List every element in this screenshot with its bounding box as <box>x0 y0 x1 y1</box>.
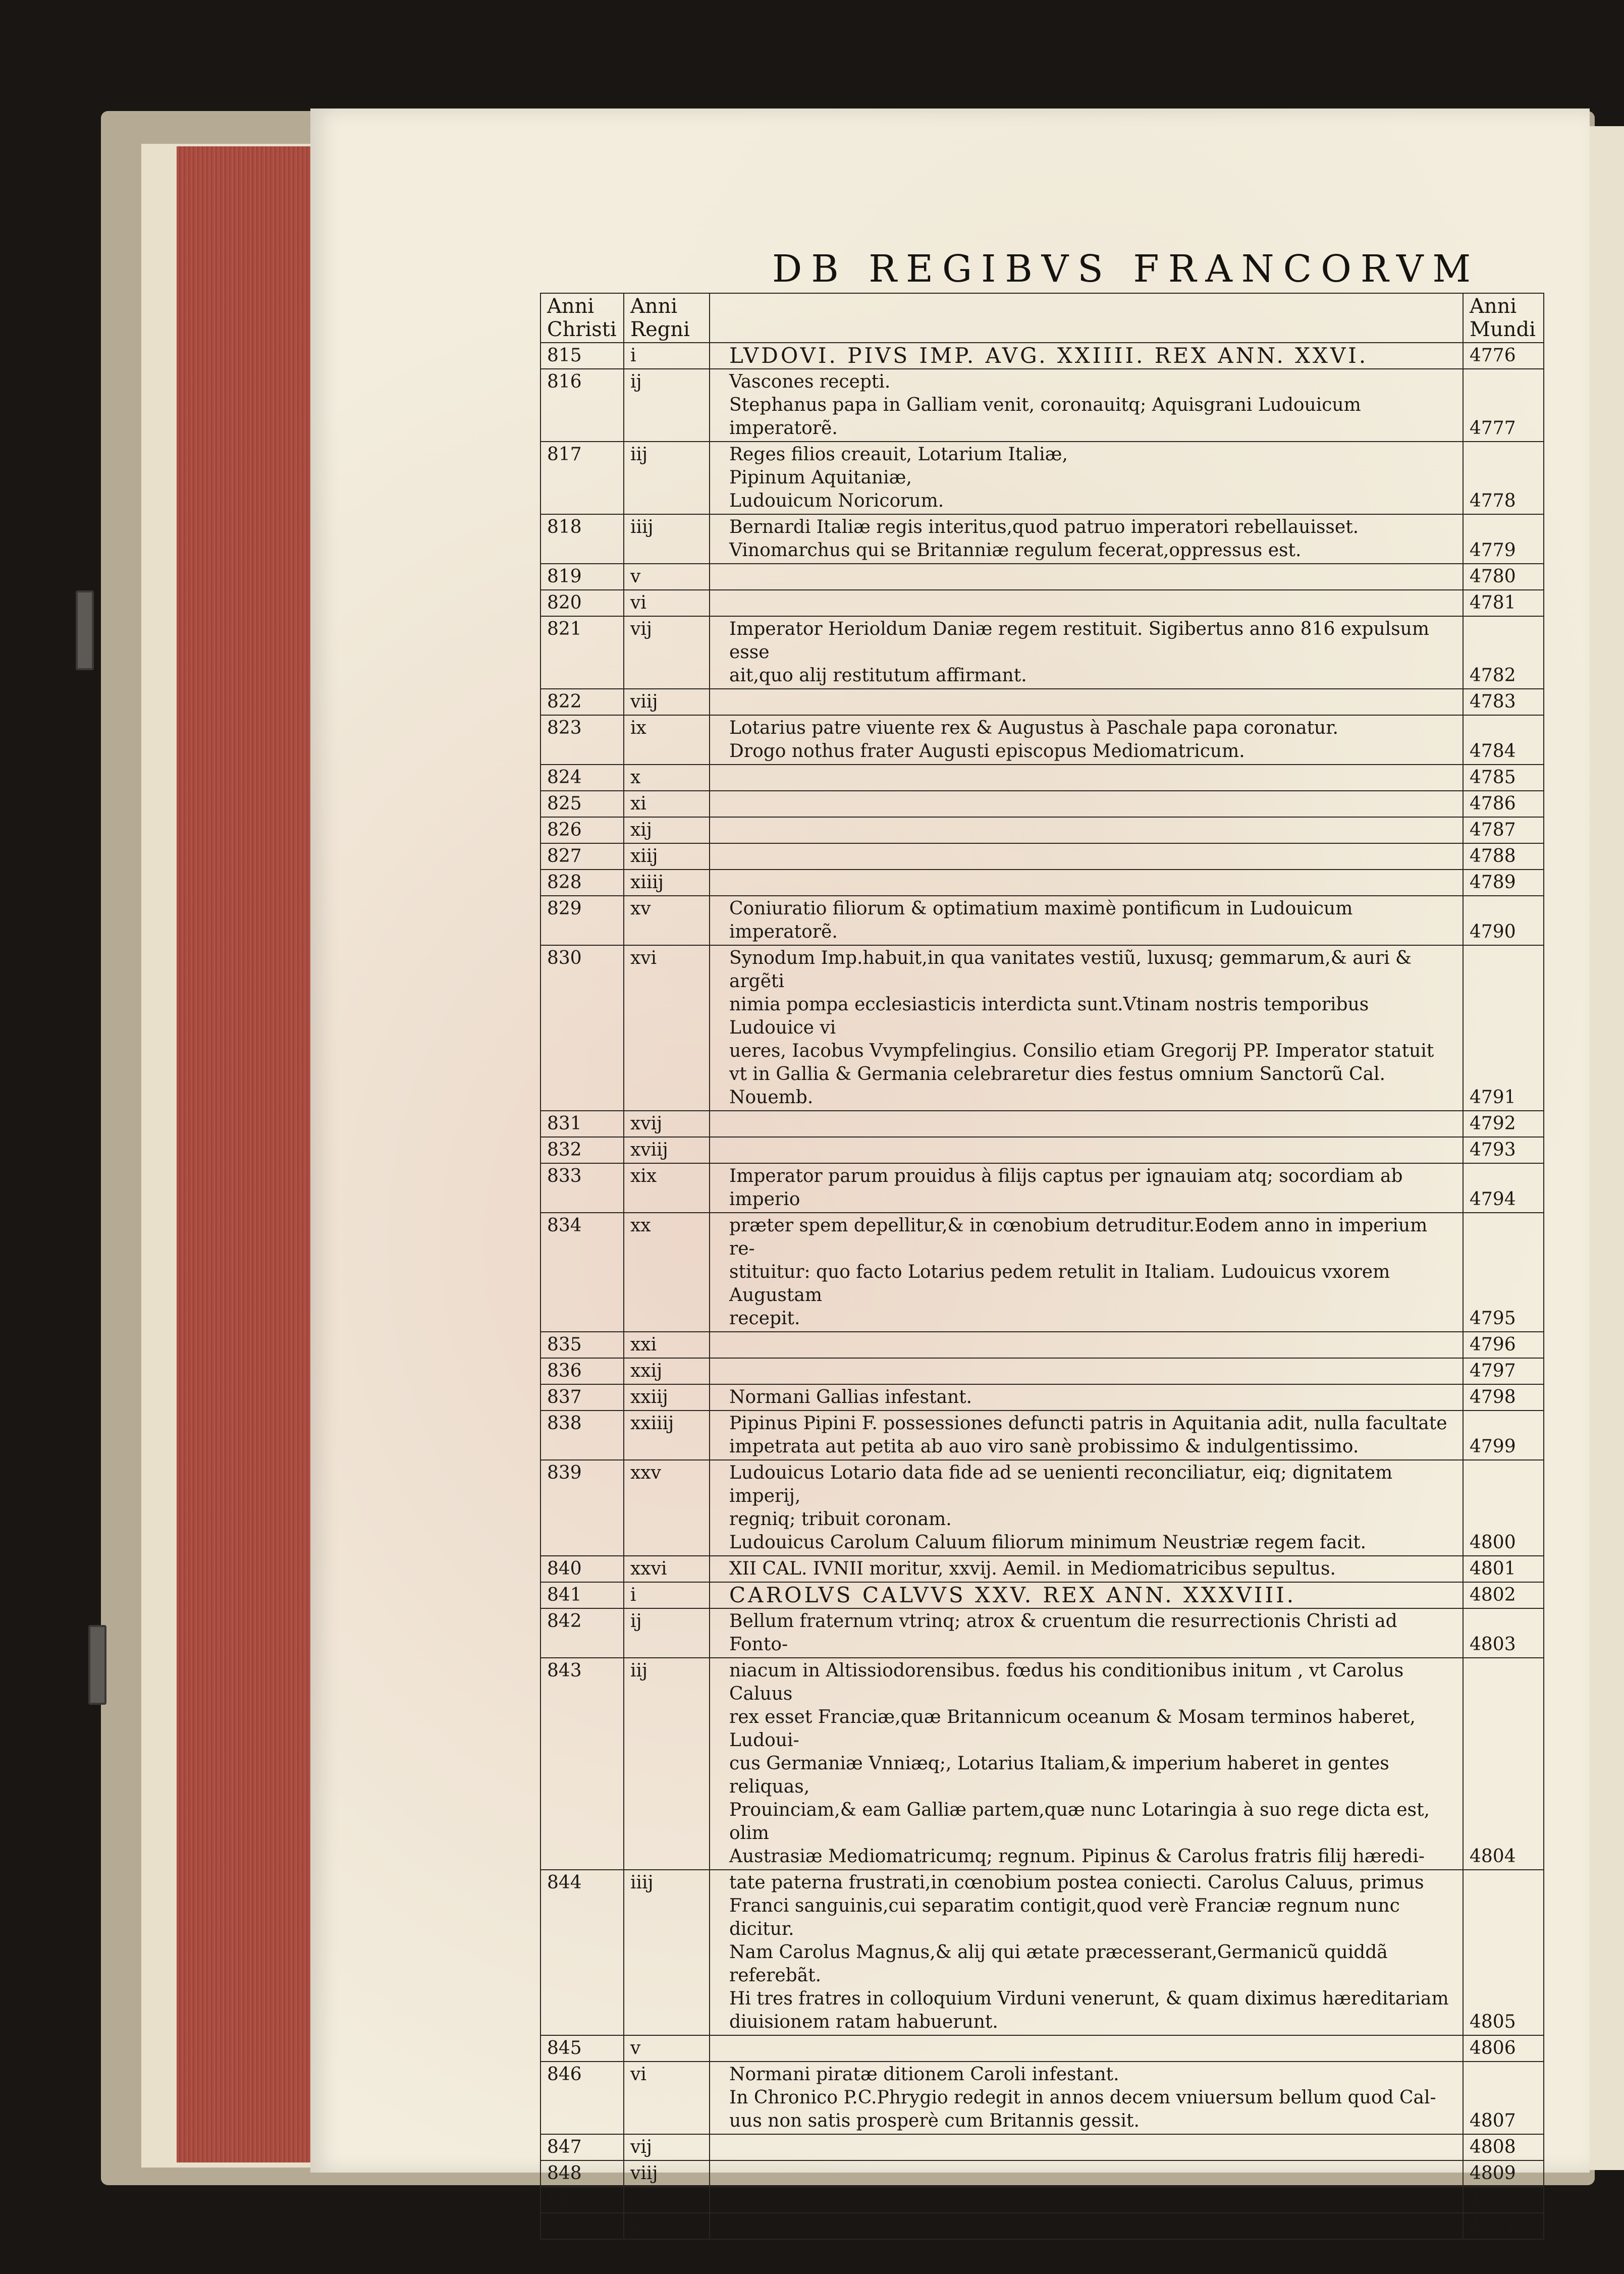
anno-christi-cell: 831 <box>540 1111 624 1137</box>
anno-regni-cell: viij <box>624 689 710 715</box>
table-row <box>540 2187 1544 2213</box>
table-row <box>540 343 1544 369</box>
anno-mundi-cell: 4777 <box>1463 369 1544 442</box>
event-text-line: In Chronico P.C.Phrygio redegit in annos decem vniuersum bellum quod Cal- <box>729 2087 1436 2108</box>
anno-christi-cell: 842 <box>540 1608 624 1658</box>
anno-mundi-cell: 4794 <box>1463 1163 1544 1213</box>
event-text-line: Coniuratio filiorum & optimatium maximè pontificum in Ludouicum imperatorẽ. <box>729 898 1353 942</box>
event-text-line: præter spem depellitur,& in cœnobium detruditur.Eodem anno in imperium re- <box>729 1215 1428 1259</box>
anno-regni-cell: vij <box>624 2134 710 2160</box>
anno-mundi-cell: 4787 <box>1463 817 1544 843</box>
anno-regni-cell: xv <box>624 896 710 945</box>
table-row <box>540 564 1544 590</box>
anno-christi-cell: 825 <box>540 791 624 817</box>
table-row <box>540 1213 1544 1332</box>
anno-christi-cell: 833 <box>540 1163 624 1213</box>
table-row <box>540 1556 1544 1582</box>
event-text-line: XII CAL. IVNII moritur, xxvij. Aemil. in Mediomatricibus sepultus. <box>729 1558 1336 1579</box>
table-row <box>540 442 1544 514</box>
anno-regni-cell: vi <box>624 590 710 616</box>
anno-christi-cell: 817 <box>540 442 624 514</box>
anno-regni-cell: xxvi <box>624 1556 710 1582</box>
anno-mundi-cell: 4803 <box>1463 1608 1544 1658</box>
event-text-line: Hi tres fratres in colloquium Virduni venerunt, & quam diximus hæreditariam <box>729 1988 1449 2009</box>
anno-mundi-cell: 4778 <box>1463 442 1544 514</box>
anno-regni-cell: xxi <box>624 1332 710 1358</box>
anno-regni-cell: i <box>624 343 710 369</box>
anno-christi-cell: 839 <box>540 1460 624 1556</box>
clasp-top <box>76 590 94 670</box>
anno-regni-cell: i <box>624 1582 710 1608</box>
table-row <box>540 2035 1544 2062</box>
anno-mundi-cell: 4790 <box>1463 896 1544 945</box>
anno-regni-cell: xiiij <box>624 870 710 896</box>
event-text-line: ueres, Iacobus Vvympfelingius. Consilio etiam Gregorij PP. Imperator statuit <box>729 1041 1434 1061</box>
event-text-cell <box>710 564 1463 590</box>
table-row <box>540 616 1544 689</box>
anno-mundi-cell: 4786 <box>1463 791 1544 817</box>
event-text-line: stituitur: quo facto Lotarius pedem retulit in Italiam. Ludouicus vxorem Augustam <box>729 1262 1390 1306</box>
anno-mundi-cell: 4782 <box>1463 616 1544 689</box>
event-text-line: diuisionem ratam habuerunt. <box>729 2012 998 2032</box>
page-heading: DB REGIBVS FRANCORVM <box>772 247 1480 291</box>
event-text-line: Imperator parum prouidus à filijs captus per ignauiam atq; socordiam ab imperio <box>729 1166 1403 1210</box>
anno-mundi-cell: 4804 <box>1463 1658 1544 1870</box>
event-text-cell <box>710 2134 1463 2160</box>
table-row <box>540 514 1544 564</box>
anno-regni-cell: xij <box>624 817 710 843</box>
anno-regni-cell: xi <box>624 791 710 817</box>
table-row <box>540 2160 1544 2187</box>
event-text-cell <box>710 1658 1463 1870</box>
event-text-line: niacum in Altissiodorensibus. fœdus his conditionibus initum , vt Carolus Caluus <box>729 1660 1404 1704</box>
event-text-line: LVDOVI. PIVS IMP. AVG. XXIIII. REX ANN. XXVI. <box>729 343 1369 368</box>
anno-mundi-cell: 4811 <box>1463 2213 1544 2239</box>
header-anni-regni: Anni Regni <box>624 293 710 343</box>
table-row <box>540 1332 1544 1358</box>
event-text-cell <box>710 1870 1463 2035</box>
table-row <box>540 369 1544 442</box>
anno-christi-cell: 845 <box>540 2035 624 2062</box>
anno-christi-cell: 849 <box>540 2187 624 2213</box>
event-text-cell <box>710 817 1463 843</box>
anno-regni-cell: ix <box>624 2187 710 2213</box>
anno-christi-cell: 830 <box>540 945 624 1111</box>
anno-christi-cell: 816 <box>540 369 624 442</box>
event-text-cell <box>710 369 1463 442</box>
anno-regni-cell: xviij <box>624 1137 710 1163</box>
table-row <box>540 1384 1544 1411</box>
event-text-line: tate paterna frustrati,in cœnobium postea coniecti. Carolus Caluus, primus <box>729 1872 1424 1893</box>
event-text-cell <box>710 1460 1463 1556</box>
anno-christi-cell: 840 <box>540 1556 624 1582</box>
table-row <box>540 843 1544 870</box>
anno-mundi-cell: 4781 <box>1463 590 1544 616</box>
event-text-cell <box>710 1137 1463 1163</box>
event-text-cell <box>710 1358 1463 1384</box>
anno-mundi-cell: 4789 <box>1463 870 1544 896</box>
event-text-line: Franci sanguinis,cui separatim contigit,quod verè Franciæ regnum nunc dicitur. <box>729 1896 1400 1939</box>
table-row <box>540 1658 1544 1870</box>
anno-regni-cell: iij <box>624 1658 710 1870</box>
anno-christi-cell: 836 <box>540 1358 624 1384</box>
table-row <box>540 2134 1544 2160</box>
anno-christi-cell: 826 <box>540 817 624 843</box>
anno-mundi-cell: 4806 <box>1463 2035 1544 2062</box>
event-text-cell <box>710 689 1463 715</box>
table-body <box>540 343 1544 2239</box>
anno-regni-cell: xix <box>624 1163 710 1213</box>
anno-regni-cell: xxiiij <box>624 1411 710 1460</box>
anno-mundi-cell: 4788 <box>1463 843 1544 870</box>
event-text-line: Ludouicus Carolum Caluum filiorum minimum Neustriæ regem facit. <box>729 1532 1367 1553</box>
anno-christi-cell: 841 <box>540 1582 624 1608</box>
header-events <box>710 293 1463 343</box>
event-text-line: impetrata aut petita ab auo viro sanè probissimo & indulgentissimo. <box>729 1436 1359 1457</box>
event-text-cell <box>710 715 1463 765</box>
event-text-line: Normani piratæ ditionem Caroli infestant. <box>729 2064 1119 2085</box>
anno-regni-cell: v <box>624 564 710 590</box>
red-page-edges <box>177 146 313 2162</box>
anno-mundi-cell: 4801 <box>1463 1556 1544 1582</box>
event-text-line: Stephanus papa in Galliam venit, coronauitq; Aquisgrani Ludouicum imperatorẽ. <box>729 395 1361 439</box>
table-row <box>540 1163 1544 1213</box>
anno-mundi-cell: 4785 <box>1463 765 1544 791</box>
event-text-cell <box>710 1556 1463 1582</box>
table-row <box>540 2213 1544 2239</box>
table-row <box>540 870 1544 896</box>
anno-mundi-cell: 4779 <box>1463 514 1544 564</box>
event-text-line: Ludouicum Noricorum. <box>729 491 944 511</box>
event-text-cell <box>710 1213 1463 1332</box>
anno-regni-cell: xxv <box>624 1460 710 1556</box>
table-row <box>540 1582 1544 1608</box>
anno-mundi-cell: 4797 <box>1463 1358 1544 1384</box>
anno-regni-cell: vi <box>624 2062 710 2134</box>
event-text-line: Prouinciam,& eam Galliæ partem,quæ nunc Lotaringia à suo rege dicta est, olim <box>729 1800 1430 1844</box>
event-text-line: Lotarius patre viuente rex & Augustus à Paschale papa coronatur. <box>729 718 1338 738</box>
event-text-cell <box>710 2160 1463 2187</box>
event-text-line: Vascones recepti. <box>729 371 891 392</box>
anno-regni-cell: xxij <box>624 1358 710 1384</box>
anno-regni-cell: iiij <box>624 1870 710 2035</box>
clasp-bottom <box>88 1625 106 1705</box>
anno-mundi-cell: 4791 <box>1463 945 1544 1111</box>
event-text-line: Nam Carolus Magnus,& alij qui ætate præcesserant,Germanicũ quiddã referebãt. <box>729 1942 1388 1986</box>
table-row <box>540 945 1544 1111</box>
event-text-line: Bellum fraternum vtrinq; atrox & cruentum die resurrectionis Christi ad Fonto- <box>729 1611 1397 1655</box>
anno-christi-cell: 850 <box>540 2213 624 2239</box>
event-text-line: regniq; tribuit coronam. <box>729 1509 952 1530</box>
event-text-cell <box>710 2187 1463 2213</box>
anno-christi-cell: 846 <box>540 2062 624 2134</box>
event-text-line: Pipinum Aquitaniæ, <box>729 467 912 488</box>
event-text-line: uus non satis prosperè cum Britannis gessit. <box>729 2110 1140 2131</box>
anno-mundi-cell: 4807 <box>1463 2062 1544 2134</box>
table-row <box>540 896 1544 945</box>
anno-regni-cell: vij <box>624 616 710 689</box>
anno-regni-cell: ij <box>624 1608 710 1658</box>
event-text-line: Bernardi Italiæ regis interitus,quod patruo imperatori rebellauisset. <box>729 517 1359 537</box>
table-row <box>540 2062 1544 2134</box>
header-anni-mundi: Anni Mundi <box>1463 293 1544 343</box>
table-row <box>540 1358 1544 1384</box>
event-text-cell <box>710 1163 1463 1213</box>
table-row <box>540 1460 1544 1556</box>
anno-mundi-cell: 4800 <box>1463 1460 1544 1556</box>
table-row <box>540 689 1544 715</box>
anno-christi-cell: 824 <box>540 765 624 791</box>
anno-mundi-cell: 4776 <box>1463 343 1544 369</box>
event-text-cell <box>710 870 1463 896</box>
anno-christi-cell: 838 <box>540 1411 624 1460</box>
event-text-line: Ludouicus Lotario data fide ad se uenienti reconciliatur, eiq; dignitatem imperij, <box>729 1463 1393 1506</box>
anno-mundi-cell: 4810 <box>1463 2187 1544 2213</box>
event-text-cell <box>710 616 1463 689</box>
anno-christi-cell: 818 <box>540 514 624 564</box>
event-text-line: Austrasiæ Mediomatricumq; regnum. Pipinus & Carolus fratris filij hæredi- <box>729 1846 1425 1867</box>
anno-mundi-cell: 4783 <box>1463 689 1544 715</box>
event-text-cell <box>710 1608 1463 1658</box>
anno-christi-cell: 837 <box>540 1384 624 1411</box>
event-text-line: vt in Gallia & Germania celebraretur dies festus omnium Sanctorũ Cal. Nouemb. <box>729 1064 1385 1108</box>
table-row <box>540 765 1544 791</box>
event-text-line: Imperator Herioldum Daniæ regem restituit. Sigibertus anno 816 expulsum esse <box>729 619 1429 663</box>
anno-regni-cell: ij <box>624 369 710 442</box>
anno-christi-cell: 848 <box>540 2160 624 2187</box>
event-text-cell <box>710 765 1463 791</box>
event-text-cell <box>710 2213 1463 2239</box>
event-text-line: CAROLVS CALVVS XXV. REX ANN. XXXVIII. <box>729 1583 1296 1607</box>
anno-mundi-cell: 4796 <box>1463 1332 1544 1358</box>
anno-christi-cell: 847 <box>540 2134 624 2160</box>
anno-mundi-cell: 4798 <box>1463 1384 1544 1411</box>
anno-regni-cell: x <box>624 2213 710 2239</box>
event-text-cell <box>710 945 1463 1111</box>
event-text-cell <box>710 791 1463 817</box>
event-text-cell <box>710 1332 1463 1358</box>
table-row <box>540 1411 1544 1460</box>
anno-christi-cell: 822 <box>540 689 624 715</box>
anno-mundi-cell: 4805 <box>1463 1870 1544 2035</box>
anno-christi-cell: 834 <box>540 1213 624 1332</box>
chronology-table <box>540 293 1544 2240</box>
table-row <box>540 1870 1544 2035</box>
anno-mundi-cell: 4795 <box>1463 1213 1544 1332</box>
event-text-cell <box>710 590 1463 616</box>
anno-christi-cell: 844 <box>540 1870 624 2035</box>
event-text-cell <box>710 896 1463 945</box>
event-text-cell <box>710 1411 1463 1460</box>
table-row <box>540 715 1544 765</box>
table-header-row <box>540 293 1544 343</box>
table-row <box>540 1608 1544 1658</box>
anno-regni-cell: ix <box>624 715 710 765</box>
anno-christi-cell: 815 <box>540 343 624 369</box>
anno-christi-cell: 823 <box>540 715 624 765</box>
event-text-line: Vinomarchus qui se Britanniæ regulum fecerat,oppressus est. <box>729 540 1302 561</box>
anno-regni-cell: xxiij <box>624 1384 710 1411</box>
anno-regni-cell: viij <box>624 2160 710 2187</box>
anno-mundi-cell: 4809 <box>1463 2160 1544 2187</box>
anno-regni-cell: x <box>624 765 710 791</box>
anno-christi-cell: 829 <box>540 896 624 945</box>
anno-regni-cell: xx <box>624 1213 710 1332</box>
event-text-line: Reges filios creauit, Lotarium Italiæ, <box>729 444 1068 465</box>
anno-christi-cell: 820 <box>540 590 624 616</box>
header-anni-christi: Anni Christi <box>540 293 624 343</box>
event-text-line: Synodum Imp.habuit,in qua vanitates vestiũ, luxusq; gemmarum,& auri & argẽti <box>729 948 1412 992</box>
anno-christi-cell: 821 <box>540 616 624 689</box>
event-text-cell <box>710 2035 1463 2062</box>
anno-regni-cell: iij <box>624 442 710 514</box>
anno-regni-cell: iiij <box>624 514 710 564</box>
event-text-line: ait,quo alij restitutum affirmant. <box>729 665 1027 686</box>
event-text-cell <box>710 1111 1463 1137</box>
anno-christi-cell: 835 <box>540 1332 624 1358</box>
anno-mundi-cell: 4792 <box>1463 1111 1544 1137</box>
table-row <box>540 791 1544 817</box>
event-text-cell <box>710 843 1463 870</box>
event-text-line: recepit. <box>729 1308 800 1329</box>
event-text-cell <box>710 2062 1463 2134</box>
event-text-cell <box>710 514 1463 564</box>
event-text-cell <box>710 1582 1463 1608</box>
anno-mundi-cell: 4793 <box>1463 1137 1544 1163</box>
anno-regni-cell: v <box>624 2035 710 2062</box>
event-text-line: nimia pompa ecclesiasticis interdicta sunt.Vtinam nostris temporibus Ludouice vi <box>729 994 1369 1038</box>
anno-regni-cell: xvij <box>624 1111 710 1137</box>
anno-christi-cell: 827 <box>540 843 624 870</box>
anno-mundi-cell: 4780 <box>1463 564 1544 590</box>
anno-regni-cell: xiij <box>624 843 710 870</box>
event-text-line: rex esset Franciæ,quæ Britannicum oceanum & Mosam terminos haberet, Ludoui- <box>729 1707 1416 1751</box>
event-text-line: Normani Gallias infestant. <box>729 1387 972 1407</box>
anno-christi-cell: 832 <box>540 1137 624 1163</box>
anno-regni-cell: xvi <box>624 945 710 1111</box>
event-text-cell <box>710 1384 1463 1411</box>
anno-mundi-cell: 4802 <box>1463 1582 1544 1608</box>
event-text-line: Drogo nothus frater Augusti episcopus Mediomatricum. <box>729 741 1245 762</box>
event-text-line: Pipinus Pipini F. possessiones defuncti patris in Aquitania adit, nulla facultate <box>729 1413 1447 1434</box>
anno-christi-cell: 828 <box>540 870 624 896</box>
table-row <box>540 1111 1544 1137</box>
anno-mundi-cell: 4799 <box>1463 1411 1544 1460</box>
event-text-cell <box>710 343 1463 369</box>
anno-mundi-cell: 4808 <box>1463 2134 1544 2160</box>
event-text-line: cus Germaniæ Vnniæq;, Lotarius Italiam,& imperium haberet in gentes reliquas, <box>729 1753 1389 1797</box>
anno-mundi-cell: 4784 <box>1463 715 1544 765</box>
table-row <box>540 590 1544 616</box>
table-row <box>540 1137 1544 1163</box>
event-text-cell <box>710 442 1463 514</box>
anno-christi-cell: 819 <box>540 564 624 590</box>
anno-christi-cell: 843 <box>540 1658 624 1870</box>
table-row <box>540 817 1544 843</box>
